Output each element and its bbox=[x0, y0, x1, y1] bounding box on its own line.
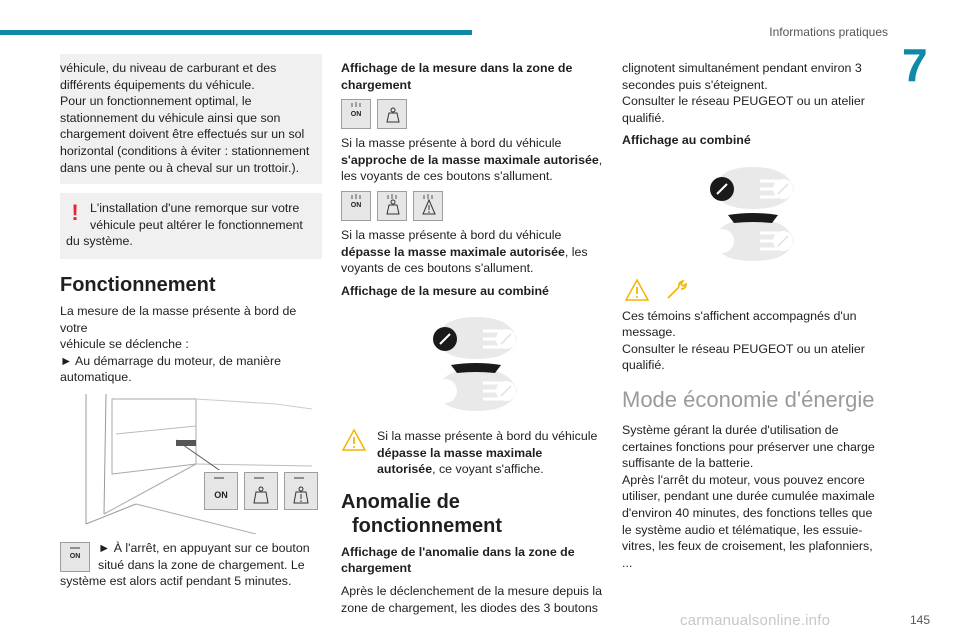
column-1 bbox=[60, 54, 322, 590]
info-line: dans une pente ou à cheval sur un trottoir.). bbox=[60, 160, 300, 175]
section-heading: Mode économie d'énergie bbox=[622, 386, 875, 412]
page-number: 145 bbox=[909, 613, 930, 627]
warning-icons-row bbox=[624, 278, 884, 302]
caution-triangle-icon bbox=[341, 428, 367, 452]
info-line: horizontal (conditions à éviter : stationnement bbox=[60, 143, 310, 158]
warning-box bbox=[60, 193, 322, 259]
warning-line: véhicule peut altérer le fonctionnement bbox=[90, 217, 303, 232]
weight-icon bbox=[377, 99, 407, 129]
subheading: Affichage de la mesure dans la zone de chargement bbox=[341, 61, 573, 92]
caption-line: système est alors actif pendant 5 minutes. bbox=[60, 574, 292, 589]
info-line: Pour un fonctionnement optimal, le bbox=[60, 94, 252, 109]
info-line: véhicule, du niveau de carburant et des bbox=[60, 61, 277, 75]
on-button-icon: ON bbox=[60, 542, 90, 572]
paragraph: Consulter le réseau PEUGEOT ou un atelier qualifié. bbox=[622, 341, 865, 373]
column-2 bbox=[341, 60, 603, 622]
subheading: Affichage au combiné bbox=[622, 133, 751, 148]
on-button-icon: ON bbox=[341, 99, 371, 129]
button-icons-row bbox=[341, 99, 603, 129]
subheading: Affichage de la mesure au combiné bbox=[341, 283, 549, 298]
chapter-number: 7 bbox=[902, 39, 928, 91]
on-button-caption bbox=[60, 540, 322, 590]
column-3 bbox=[622, 60, 884, 577]
button-icons-row bbox=[341, 191, 603, 221]
section-title: Informations pratiques bbox=[769, 25, 888, 39]
paragraph: Si la masse présente à bord du véhicule dépasse la masse maximale autorisée, les voyants de ces boutons s'allument. bbox=[341, 227, 588, 276]
paragraph: Après l'arrêt du moteur, vous pouvez encore utiliser, pendant une durée cumulée maximale d'environ 40 minutes, des fonctions telles que le système audio et télématique, les essuie-vitres, les feux de croisement, les plafonniers, ... bbox=[622, 472, 875, 570]
weight-warning-icon bbox=[413, 191, 443, 221]
section-heading: Fonctionnement bbox=[60, 273, 216, 296]
paragraph: Si la masse présente à bord du véhicule s'approche de la masse maximale autorisée, les voyants de ces boutons s'allument. bbox=[341, 136, 603, 184]
info-box bbox=[60, 54, 322, 184]
caption-line: situé dans la zone de chargement. Le bbox=[98, 557, 305, 572]
paragraph: Ces témoins s'affichent accompagnés d'un message. bbox=[622, 308, 857, 340]
paragraph: Système gérant la durée d'utilisation de certaines fonctions pour préserver une charge suffisante de la batterie. bbox=[622, 422, 875, 471]
paragraph: Après le déclenchement de la mesure depuis la zone de chargement, les diodes des 3 boutons bbox=[341, 583, 603, 615]
para-line: La mesure de la masse présente à bord de votre bbox=[60, 303, 297, 335]
header-accent-bar bbox=[0, 30, 472, 35]
on-button-icon: ON bbox=[341, 191, 371, 221]
subheading: Affichage de l'anomalie dans la zone de chargement bbox=[341, 544, 575, 576]
watermark: carmanualsonline.info bbox=[680, 612, 831, 629]
gauge-icon bbox=[708, 159, 798, 268]
gauge-icon bbox=[431, 309, 521, 418]
warning-line: L'installation d'une remorque sur votre bbox=[90, 201, 300, 216]
weight-warning-icon bbox=[284, 472, 318, 510]
para-line: ► Au démarrage du moteur, de manière bbox=[60, 353, 281, 368]
weight-icon bbox=[244, 472, 278, 510]
caution-note bbox=[341, 428, 603, 478]
on-button-icon: ON bbox=[204, 472, 238, 510]
wrench-icon bbox=[664, 278, 690, 302]
caption-line: ► À l'arrêt, en appuyant sur ce bouton bbox=[98, 540, 310, 555]
weight-icon bbox=[377, 191, 407, 221]
exclamation-icon: ! bbox=[71, 200, 79, 226]
caution-triangle-icon bbox=[624, 278, 650, 302]
info-line: différents équipements du véhicule. bbox=[60, 77, 255, 92]
cargo-area-illustration bbox=[76, 394, 312, 534]
paragraph: Consulter le réseau PEUGEOT ou un atelier qualifié. bbox=[622, 94, 865, 125]
section-heading: Anomalie de fonctionnement bbox=[341, 490, 502, 537]
info-line: chargement doivent être effectués sur un sol bbox=[60, 127, 305, 142]
warning-line: du système. bbox=[66, 234, 133, 249]
para-line: véhicule se déclenche : bbox=[60, 337, 189, 352]
paragraph: clignotent simultanément pendant environ 3 secondes puis s'éteignent. bbox=[622, 61, 862, 92]
info-line: stationnement du véhicule ainsi que son bbox=[60, 110, 281, 125]
paragraph: Si la masse présente à bord du véhicule dépasse la masse maximale autorisée, ce voyant s'affiche. bbox=[377, 428, 598, 477]
para-line: automatique. bbox=[60, 370, 132, 385]
